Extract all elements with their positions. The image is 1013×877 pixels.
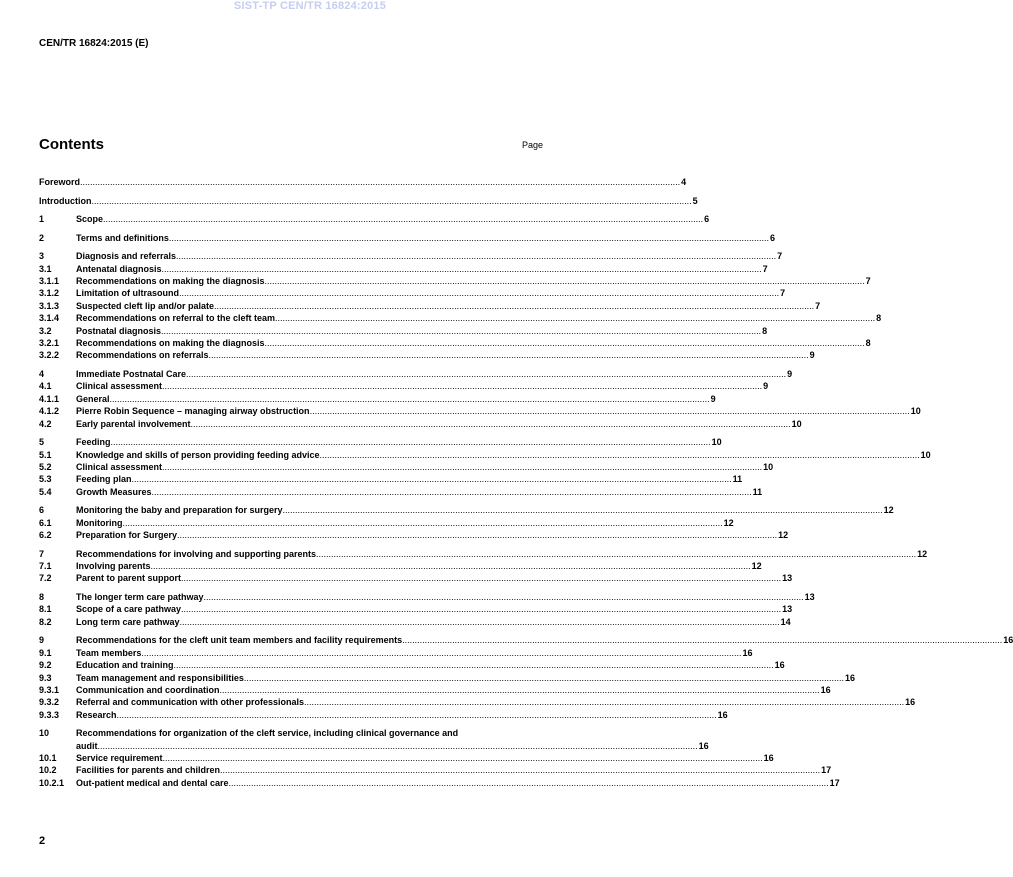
toc-leader-dots [304, 696, 904, 708]
toc-entry-title: General [76, 393, 110, 404]
toc-entry-page: 7 [815, 300, 821, 311]
toc-entry-title: Pierre Robin Sequence – managing airway obstruction [76, 406, 310, 417]
toc-leader-dots [191, 418, 791, 430]
toc-leader-dots [265, 337, 865, 349]
toc-entry-title: Facilities for parents and children [76, 765, 221, 776]
toc-entry-title: Communication and coordination [76, 684, 220, 695]
toc-entry-number: 9 [39, 635, 45, 646]
toc-entry-number: 7.1 [39, 561, 52, 572]
toc-entry-number: 6 [39, 505, 45, 516]
toc-entry-title: Suspected cleft lip and/or palate [76, 300, 215, 311]
toc-entry-number: 9.1 [39, 647, 52, 658]
toc-entry-title: Feeding [76, 437, 111, 448]
toc-entry-title: Recommendations on referral to the cleft team [76, 313, 276, 324]
toc-entry-title: Team members [76, 647, 142, 658]
toc-leader-dots [179, 287, 779, 299]
toc-entry-number: 9.3.2 [39, 697, 60, 708]
page-column-label: Page [522, 140, 544, 150]
toc-entry-title: Preparation for Surgery [76, 530, 178, 541]
toc-entry-page: 7 [762, 263, 768, 274]
toc-entry-page: 7 [777, 251, 783, 262]
toc-entry-page: 9 [763, 381, 769, 392]
toc-entry[interactable] [39, 436, 722, 448]
toc-entry[interactable] [39, 461, 774, 473]
toc-entry-page: 12 [723, 517, 734, 528]
toc-entry-title: Clinical assessment [76, 461, 163, 472]
toc-entry[interactable] [39, 393, 716, 405]
toc-entry-title: Clinical assessment [76, 381, 163, 392]
toc-entry-title: Growth Measures [76, 486, 152, 497]
toc-entry-title: Postnatal diagnosis [76, 325, 162, 336]
toc-entry-page: 13 [782, 604, 793, 615]
toc-entry-title: Early parental involvement [76, 418, 191, 429]
toc-entry[interactable] [39, 548, 928, 560]
toc-leader-dots [169, 232, 769, 244]
toc-leader-dots [220, 764, 820, 776]
toc-leader-dots [162, 263, 762, 275]
toc-entry[interactable] [39, 684, 831, 696]
toc-entry-number: 10.1 [39, 753, 57, 764]
toc-entry[interactable] [39, 263, 768, 275]
toc-entry-number: 6.2 [39, 530, 52, 541]
toc-entry-title: Recommendations for the cleft unit team members and facility requirements [76, 635, 403, 646]
toc-entry-title: Terms and definitions [76, 232, 169, 243]
toc-entry-number: 4 [39, 369, 45, 380]
toc-entry-title: Antenatal diagnosis [76, 263, 162, 274]
toc-entry-page: 11 [752, 486, 763, 497]
toc-entry-title: Team management and responsibilities [76, 672, 244, 683]
toc-entry-title: Limitation of ultrasound [76, 288, 179, 299]
toc-entry-page: 13 [804, 592, 815, 603]
toc-leader-dots [214, 300, 814, 312]
toc-entry[interactable] [39, 603, 793, 615]
toc-entry-page: 16 [742, 647, 753, 658]
toc-entry-number: 3.1.1 [39, 276, 60, 287]
toc-entry[interactable] [39, 250, 783, 262]
toc-leader-dots [177, 529, 777, 541]
toc-entry-page: 9 [787, 369, 793, 380]
toc-entry-number: 5.2 [39, 461, 52, 472]
toc-entry-title: Research [76, 709, 117, 720]
toc-leader-dots [283, 504, 883, 516]
toc-entry-page: 8 [865, 338, 871, 349]
toc-entry-page: 14 [780, 616, 791, 627]
toc-entry-page: 10 [763, 461, 774, 472]
toc-leader-dots [320, 449, 920, 461]
toc-entry-title: Long term care pathway [76, 616, 180, 627]
toc-entry[interactable] [39, 368, 793, 380]
toc-leader-dots [80, 176, 680, 188]
toc-leader-dots [402, 634, 1002, 646]
toc-entry-title-continued: audit [76, 740, 98, 751]
toc-entry-number: 10.2 [39, 765, 57, 776]
toc-leader-dots [162, 461, 762, 473]
toc-leader-dots [152, 486, 752, 498]
toc-entry-page: 10 [711, 437, 722, 448]
toc-entry-title: Feeding plan [76, 474, 132, 485]
toc-entry-number: 3.1 [39, 263, 52, 274]
toc-entry-page: 10 [910, 406, 921, 417]
toc-entry[interactable] [39, 777, 840, 789]
toc-entry[interactable] [39, 659, 785, 671]
toc-entry-page: 16 [774, 660, 785, 671]
toc-leader-dots [111, 436, 711, 448]
toc-entry-number: 8 [39, 592, 45, 603]
toc-entry-title: Referral and communication with other professionals [76, 697, 305, 708]
toc-entry[interactable] [39, 572, 793, 584]
toc-entry-page: 17 [821, 765, 832, 776]
toc-entry-number: 5.1 [39, 449, 52, 460]
toc-entry[interactable] [39, 591, 815, 603]
toc-entry-number: 7.2 [39, 573, 52, 584]
toc-entry[interactable] [39, 709, 728, 721]
toc-entry[interactable] [39, 312, 882, 324]
toc-leader-dots [123, 517, 723, 529]
toc-entry-page: 16 [905, 697, 916, 708]
toc-leader-dots [98, 740, 698, 752]
toc-entry[interactable] [39, 325, 768, 337]
toc-leader-dots [316, 548, 916, 560]
toc-entry-title: Education and training [76, 660, 174, 671]
toc-entry-number: 9.2 [39, 660, 52, 671]
toc-entry[interactable] [39, 764, 832, 776]
toc-leader-dots [180, 616, 780, 628]
toc-entry-page: 17 [829, 777, 840, 788]
toc-entry-page: 9 [710, 393, 716, 404]
toc-entry[interactable] [39, 647, 753, 659]
toc-entry-title: Recommendations on making the diagnosis [76, 338, 265, 349]
watermark: SIST-TP CEN/TR 16824:2015 [233, 0, 387, 12]
toc-entry-number: 8.1 [39, 604, 52, 615]
toc-leader-dots [103, 213, 703, 225]
toc-leader-dots [151, 560, 751, 572]
toc-entry-page: 12 [883, 505, 894, 516]
toc-leader-dots [132, 473, 732, 485]
toc-entry[interactable] [39, 504, 894, 516]
toc-entry-number: 9.3.1 [39, 684, 60, 695]
toc-leader-dots [110, 393, 710, 405]
toc-entry-title: Recommendations for organization of the cleft service, including clinical governance and [76, 728, 459, 739]
toc-entry[interactable] [39, 560, 762, 572]
toc-entry-number: 3 [39, 251, 45, 262]
toc-entry-title: Knowledge and skills of person providing feeding advice [76, 449, 320, 460]
toc-entry[interactable] [39, 672, 856, 684]
toc-entry-title: Out-patient medical and dental care [76, 777, 229, 788]
toc-entry[interactable] [39, 380, 769, 392]
toc-entry-page: 11 [732, 474, 743, 485]
toc-entry-title: Foreword [39, 177, 81, 187]
toc-entry-title: Recommendations for involving and supporting parents [76, 548, 317, 559]
toc-entry-title: Introduction [39, 195, 92, 206]
toc-leader-dots [181, 603, 781, 615]
toc-leader-dots [265, 275, 865, 287]
toc-entry[interactable] [39, 449, 931, 461]
toc-entry-number: 10 [39, 728, 50, 739]
toc-entry-title: The longer term care pathway [76, 592, 204, 603]
toc-entry-page: 16 [717, 709, 728, 720]
toc-entry-number: 9.3 [39, 672, 52, 683]
toc-entry-page: 6 [704, 214, 710, 225]
toc-entry-page: 16 [1003, 635, 1013, 646]
toc-entry-page: 10 [791, 418, 802, 429]
toc-leader-dots [209, 349, 809, 361]
toc-entry-number: 7 [39, 548, 45, 559]
toc-leader-dots [244, 672, 844, 684]
toc-entry[interactable] [39, 232, 775, 244]
toc-entry-page: 16 [698, 740, 709, 751]
toc-entry[interactable] [39, 727, 709, 752]
toc-entry-page: 16 [820, 684, 831, 695]
toc-entry[interactable] [39, 529, 789, 541]
toc-entry-page: 7 [865, 276, 871, 287]
toc-leader-dots [204, 591, 804, 603]
toc-entry-number: 2 [39, 232, 45, 243]
toc-leader-dots [163, 752, 763, 764]
toc-leader-dots [161, 325, 761, 337]
toc-entry-page: 13 [782, 573, 793, 584]
toc-entry[interactable] [39, 634, 1013, 646]
toc-entry-number: 3.2 [39, 325, 52, 336]
toc-leader-dots [220, 684, 820, 696]
toc-leader-dots [275, 312, 875, 324]
toc-entry-number: 3.1.2 [39, 288, 60, 299]
toc-entry-number: 3.1.3 [39, 300, 60, 311]
toc-entry-title: Scope of a care pathway [76, 604, 182, 615]
toc-leader-dots [92, 195, 692, 207]
toc-entry-title: Parent to parent support [76, 573, 182, 584]
toc-entry-number: 9.3.3 [39, 709, 60, 720]
table-of-contents [39, 176, 1013, 789]
toc-entry[interactable] [39, 300, 821, 312]
toc-entry-number: 1 [39, 214, 45, 225]
toc-entry-number: 6.1 [39, 517, 52, 528]
toc-entry[interactable] [39, 213, 710, 225]
toc-entry-page: 6 [769, 232, 775, 243]
toc-entry[interactable] [39, 418, 802, 430]
toc-entry-title: Monitoring the baby and preparation for surgery [76, 505, 283, 516]
toc-entry-title: Scope [76, 214, 104, 225]
toc-entry-page: 9 [809, 350, 815, 361]
page-number: 2 [39, 835, 46, 847]
toc-leader-dots [117, 709, 717, 721]
toc-entry-number: 4.1 [39, 381, 52, 392]
toc-entry[interactable] [39, 405, 921, 417]
toc-entry-number: 3.2.2 [39, 350, 60, 361]
toc-entry-number: 10.2.1 [39, 777, 65, 788]
toc-entry-title: Service requirement [76, 753, 163, 764]
toc-entry-page: 8 [762, 325, 768, 336]
toc-entry-title: Recommendations on making the diagnosis [76, 276, 265, 287]
toc-entry-page: 7 [780, 288, 786, 299]
document-id: CEN/TR 16824:2015 (E) [39, 38, 149, 49]
toc-leader-dots [310, 405, 910, 417]
toc-leader-dots [229, 777, 829, 789]
toc-entry[interactable] [39, 275, 871, 287]
toc-entry[interactable] [39, 696, 916, 708]
toc-entry-number: 3.2.1 [39, 338, 60, 349]
toc-leader-dots [186, 368, 786, 380]
toc-entry-number: 5 [39, 437, 45, 448]
toc-entry[interactable] [39, 287, 786, 299]
toc-entry-page: 4 [681, 177, 687, 187]
toc-entry-number: 4.1.1 [39, 393, 60, 404]
toc-entry-page: 10 [920, 449, 931, 460]
contents-heading: Contents [39, 136, 104, 153]
toc-entry-page: 12 [917, 548, 928, 559]
toc-entry-number: 4.1.2 [39, 406, 60, 417]
toc-entry-title: Involving parents [76, 561, 151, 572]
toc-entry[interactable] [39, 195, 698, 207]
toc-entry[interactable] [39, 349, 815, 361]
toc-entry-title: Monitoring [76, 517, 123, 528]
toc-leader-dots [141, 647, 741, 659]
toc-entry-page: 16 [763, 753, 774, 764]
toc-entry[interactable] [39, 517, 734, 529]
toc-entry-number: 4.2 [39, 418, 52, 429]
toc-entry[interactable] [39, 473, 743, 485]
toc-entry-title: Immediate Postnatal Care [76, 369, 187, 380]
toc-entry-page: 5 [692, 195, 698, 206]
toc-entry[interactable] [39, 176, 687, 188]
toc-leader-dots [174, 659, 774, 671]
toc-entry-page: 8 [876, 313, 882, 324]
toc-leader-dots [181, 572, 781, 584]
toc-entry-page: 12 [751, 561, 762, 572]
toc-entry-page: 16 [845, 672, 856, 683]
toc-entry-page: 12 [778, 530, 789, 541]
toc-entry[interactable] [39, 486, 763, 498]
toc-entry-number: 8.2 [39, 616, 52, 627]
toc-entry-number: 5.3 [39, 474, 52, 485]
toc-entry-title: Diagnosis and referrals [76, 251, 177, 262]
toc-entry-number: 5.4 [39, 486, 52, 497]
toc-leader-dots [162, 380, 762, 392]
toc-entry-title: Recommendations on referrals [76, 350, 209, 361]
toc-entry[interactable] [39, 337, 871, 349]
toc-entry[interactable] [39, 752, 774, 764]
toc-entry-number: 3.1.4 [39, 313, 60, 324]
toc-entry[interactable] [39, 616, 791, 628]
toc-leader-dots [176, 250, 776, 262]
